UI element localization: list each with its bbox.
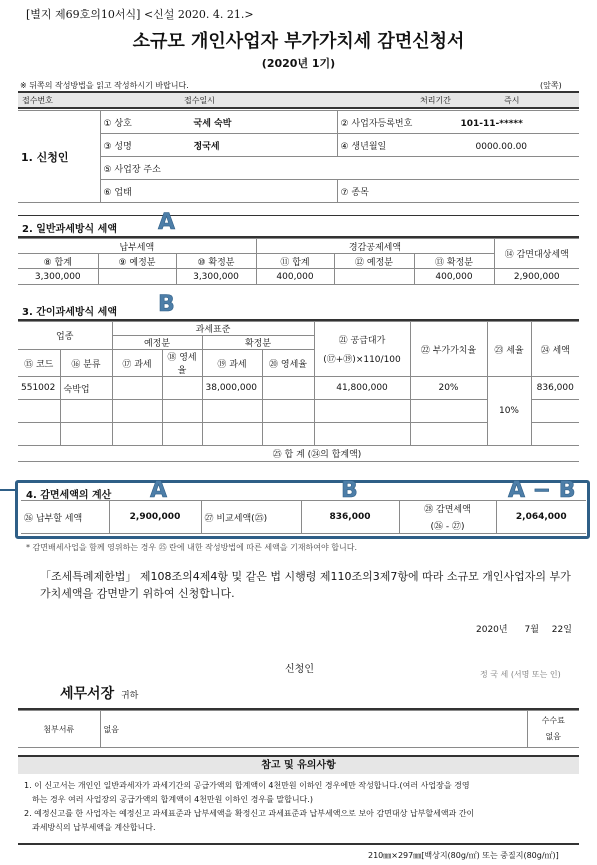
receipt-number-label: 접수번호 [22,96,53,105]
col-est-taxable: ⑰ 과세 [112,350,162,377]
badge-b-section3: B [158,292,175,317]
name-label: ③ 성명 [103,141,132,152]
date-year: 2020년 [476,625,508,635]
compare-label: ㉗ 비교세액(㉕) [201,501,301,534]
supply-formula: (⑰+⑲)×110/100 [323,355,401,365]
col-final-zero-rate: ⑳ 영세율 [262,350,314,377]
reduction-label-cell [399,501,496,534]
tax-rate-value: 10% [487,377,531,446]
col-final-taxable: ⑲ 과세 [202,350,262,377]
section4-footnote: * 감면배세사업을 함께 영위하는 경우 ㉕ 란에 내한 작성방법에 따른 세액을 기재하여야 합니다. [26,543,357,552]
final-header: 확정분 [202,336,314,350]
trade-name-value: 국세 숙박 [193,118,232,129]
trade-name-label: ① 상호 [103,118,132,129]
val-reduction-target: 2,900,000 [494,269,579,285]
total-row: ㉕ 합 계 (㉔의 합계액) [18,446,579,462]
deduction-header: 경감공제세액 [256,239,494,254]
col-deduct-final: ⑬ 확정분 [414,254,494,269]
supply-label: ㉑ 공급대가 [338,336,386,346]
name-value: 정국세 [193,141,220,152]
industry-header: 업종 [18,322,112,350]
fee-label: 수수료 [541,716,565,725]
receipt-bar [18,93,579,107]
val-deduct-total: 400,000 [256,269,334,285]
reduction-calc-table [21,500,586,534]
val-deduct-estimated [334,269,414,285]
compare-value: 836,000 [301,501,399,534]
business-type-label: ⑥ 업태 [100,180,337,203]
row-supply: 41,800,000 [314,377,410,400]
processing-period-label: 처리기간 [420,96,451,105]
tax-amount-header: ㉔ 세액 [531,322,579,377]
val-estimated [98,269,176,285]
declaration-text: 「조세특례제한법」 제108조의4제4항 및 같은 법 시행령 제110조의3제7항에 따라 소규모 개인사업자의 부가가치세액을 감면받기 위하여 신청합니다. [40,570,571,600]
badge-a-section2: A [158,210,176,235]
attachment-value: 없음 [100,711,527,748]
business-item-label: ⑦ 종목 [337,180,579,203]
badge-a-paid: A [150,478,168,503]
note-item: 과세방식의 납부세액을 계산합니다. [32,823,156,832]
row-tax: 836,000 [531,377,579,400]
applicant-section-title: 1. 신청인 [18,111,100,203]
col-est-zero-rate: ⑱ 영세율 [162,350,202,377]
badge-a-minus-b: A − B [508,478,576,503]
row-final-taxable: 38,000,000 [202,377,262,400]
applicant-table [18,110,579,203]
applicant-signature: 정 국 세 (서명 또는 인) [480,670,561,679]
tax-base-header: 과세표준 [112,322,314,336]
trade-name-cell [100,111,337,134]
badge-b-compare: B [341,478,358,503]
instruction-note: ※ 뒤쪽의 작성방법을 읽고 작성하시기 바랍니다. [20,81,189,90]
birth-value: 0000.00.00 [475,141,528,152]
paid-value: 2,900,000 [109,501,201,534]
reduction-calc-title: 4. 감면세액의 계산 [26,490,112,501]
val-deduct-final: 400,000 [414,269,494,285]
notes-list [24,779,584,835]
row-class: 숙박업 [60,377,112,400]
birth-label: ④ 생년월일 [340,141,387,152]
fee-cell [527,711,579,748]
tax-office-name: 세무서장 [60,686,115,702]
col-code: ⑮ 코드 [18,350,60,377]
col-final: ⑩ 확정분 [176,254,256,269]
paid-label: ㉖ 납부할 세액 [21,501,109,534]
date-day: 22일 [551,625,572,635]
notes-title: 참고 및 유의사항 [18,757,579,774]
col-total: ⑧ 합계 [18,254,98,269]
general-tax-table [18,238,579,285]
val-total: 3,300,000 [18,269,98,285]
address-label: ⑤ 사업장 주소 [100,157,579,180]
fee-value: 없음 [545,732,561,741]
note-item: 1. 이 신고서는 개인인 일반과세자가 과세기간의 공급가액의 합계액이 4천만원 이하인 경우에만 작성합니다.(여러 사업장을 경영 [24,781,470,790]
form-period: (2020년 1기) [261,57,336,70]
col-estimated: ⑨ 예정분 [98,254,176,269]
highlight-pointer [0,489,16,491]
reduction-value: 2,064,000 [496,501,586,534]
simplified-tax-section-title: 3. 간이과세방식 세액 [22,307,117,318]
row-vat-rate: 20% [410,377,487,400]
bizno-cell [337,111,579,134]
estimated-header: 예정분 [112,336,202,350]
supply-header [314,322,410,377]
val-final: 3,300,000 [176,269,256,285]
col-deduct-total: ⑪ 합계 [256,254,334,269]
date-month: 7월 [524,625,539,635]
bizno-value: 101-11-***** [460,118,523,129]
form-title: 소규모 개인사업자 부가가치세 감면신청서 [132,31,465,52]
general-tax-section-title: 2. 일반과세방식 세액 [22,224,117,235]
name-cell [100,134,337,157]
paper-spec: 210㎜×297㎜[백상지(80g/㎡) 또는 중질지(80g/㎡)] [368,851,559,860]
processing-period-value: 즉시 [504,96,520,105]
note-item: 2. 예정신고를 한 사업자는 예정신고 과세표준과 납부세액을 확정신고 과세표준과 납부세액으로 보아 감면대상 납부할세액과 간이 [24,809,475,818]
applicant-label: 신청인 [285,664,314,675]
birth-cell [337,134,579,157]
reduction-target-header: ⑭ 감면대상세액 [494,239,579,269]
receipt-date-label: 접수일시 [184,96,215,105]
attachment-label: 첨부서류 [18,711,100,748]
col-class: ⑯ 분류 [60,350,112,377]
tax-office-recipient [60,683,138,703]
bizno-label: ② 사업자등록번호 [340,118,413,129]
page-side: (앞쪽) [540,81,562,90]
reduction-label: ㉘ 감면세액 [424,505,471,515]
row-code: 551002 [18,377,60,400]
vat-rate-header: ㉒ 부가가치율 [410,322,487,377]
col-deduct-estimated: ⑫ 예정분 [334,254,414,269]
attachment-table [18,710,579,748]
note-item: 하는 경우 여러 사업장의 공급가액의 합계액이 4천만원 이하인 경우를 말합니다.) [32,795,313,804]
tax-payable-header: 납부세액 [18,239,256,254]
tax-rate-header: ㉓ 세율 [487,322,531,377]
simplified-tax-table [18,321,579,462]
tax-office-suffix: 귀하 [120,691,139,701]
form-number: [별지 제69호의10서식] <신설 2020. 4. 21.> [26,8,254,21]
filing-date [476,622,572,635]
reduction-formula: (㉖ - ㉗) [430,522,465,532]
